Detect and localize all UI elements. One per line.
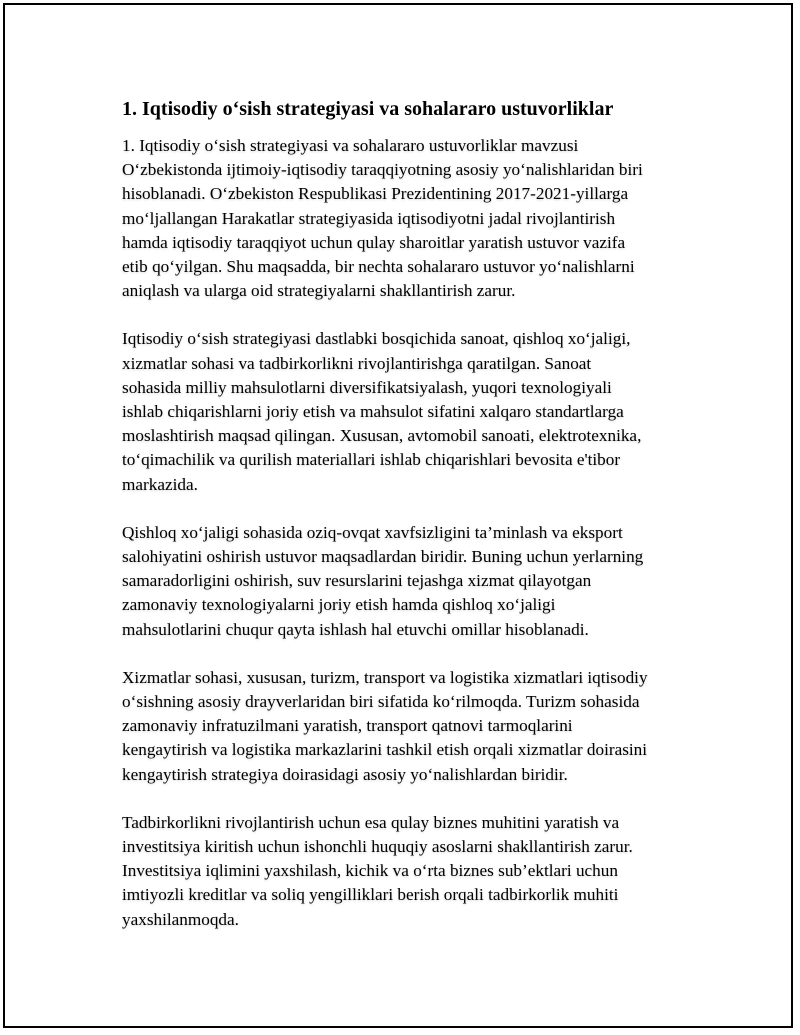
text-line: Qishloq xo‘jaligi sohasida oziq-ovqat xavfsizligini ta’minlash va eksport xyxy=(122,522,623,542)
text-line: Xizmatlar sohasi, xususan, turizm, transport va logistika xizmatlari iqtisodiy xyxy=(122,667,648,687)
text-line: markazida. xyxy=(122,474,198,494)
paragraph-5 xyxy=(122,811,682,932)
text-line: moslashtirish maqsad qilingan. Xususan, avtomobil sanoati, elektrotexnika, xyxy=(122,426,642,446)
text-line: aniqlash va ularga oid strategiyalarni shakllantirish zarur. xyxy=(122,281,516,301)
text-line: Iqtisodiy o‘sish strategiyasi dastlabki bosqichida sanoat, qishloq xo‘jaligi, xyxy=(122,329,631,349)
text-line: mo‘ljallangan Harakatlar strategiyasida iqtisodiyotni jadal rivojlantirish xyxy=(122,208,616,228)
text-line: 1. Iqtisodiy o‘sish strategiyasi va sohalararo ustuvorliklar mavzusi xyxy=(122,136,579,155)
text-line: xizmatlar sohasi va tadbirkorlikni rivojlantirishga qaratilgan. Sanoat xyxy=(122,353,592,373)
text-line: ishlab chiqarishlarni joriy etish va mahsulot sifatini xalqaro standartlarga xyxy=(122,402,624,422)
paragraph-1 xyxy=(122,134,682,303)
text-line: kengaytirish strategiya doirasidagi asosiy yo‘nalishlardan biridir. xyxy=(122,764,568,784)
text-line: mahsulotlarini chuqur qayta ishlash hal etuvchi omillar hisoblanadi. xyxy=(122,619,589,639)
document-body xyxy=(122,97,682,956)
text-line: investitsiya kiritish uchun ishonchli huquqiy asoslarni shakllantirish zarur. xyxy=(122,837,633,857)
text-line: yaxshilanmoqda. xyxy=(122,909,239,929)
paragraph-4 xyxy=(122,666,682,787)
text-line: O‘zbekistonda ijtimoiy-iqtisodiy taraqqiyotning asosiy yo‘nalishlaridan biri xyxy=(122,160,643,180)
text-line: imtiyozli kreditlar va soliq yengilliklari berish orqali tadbirkorlik muhiti xyxy=(122,885,619,905)
text-line: to‘qimachilik va qurilish materiallari ishlab chiqarishlari bevosita e'tibor xyxy=(122,450,621,470)
text-line: hamda iqtisodiy taraqqiyot uchun qulay sharoitlar yaratish ustuvor vazifa xyxy=(122,232,626,252)
page-border xyxy=(3,3,793,1028)
text-line: kengaytirish va logistika markazlarini tashkil etish orqali xizmatlar doirasini xyxy=(122,740,648,760)
text-line: zamonaviy infratuzilmani yaratish, transport qatnovi tarmoqlarini xyxy=(122,716,573,736)
text-line: salohiyatini oshirish ustuvor maqsadlardan biridir. Buning uchun yerlarning xyxy=(122,547,644,567)
document-heading: 1. Iqtisodiy o‘sish strategiyasi va sohalararo ustuvorliklar xyxy=(122,98,614,120)
text-line: etib qo‘yilgan. Shu maqsadda, bir nechta sohalararo ustuvor yo‘nalishlarni xyxy=(122,257,635,277)
text-line: Investitsiya iqlimini yaxshilash, kichik va o‘rta biznes sub’ektlari uchun xyxy=(122,861,618,881)
paragraph-3 xyxy=(122,521,682,642)
text-line: zamonaviy texnologiyalarni joriy etish hamda qishloq xo‘jaligi xyxy=(122,595,556,615)
text-line: o‘sishning asosiy drayverlaridan biri sifatida ko‘rilmoqda. Turizm sohasida xyxy=(122,692,640,712)
text-line: hisoblanadi. O‘zbekiston Respublikasi Prezidentining 2017-2021-yillarga xyxy=(122,184,629,204)
text-line: sohasida milliy mahsulotlarni diversifikatsiyalash, yuqori texnologiyali xyxy=(122,377,612,397)
text-line: Tadbirkorlikni rivojlantirish uchun esa qulay biznes muhitini yaratish va xyxy=(122,812,620,832)
paragraph-2 xyxy=(122,327,682,496)
text-line: samaradorligini oshirish, suv resurslarini tejashga xizmat qilayotgan xyxy=(122,571,592,591)
